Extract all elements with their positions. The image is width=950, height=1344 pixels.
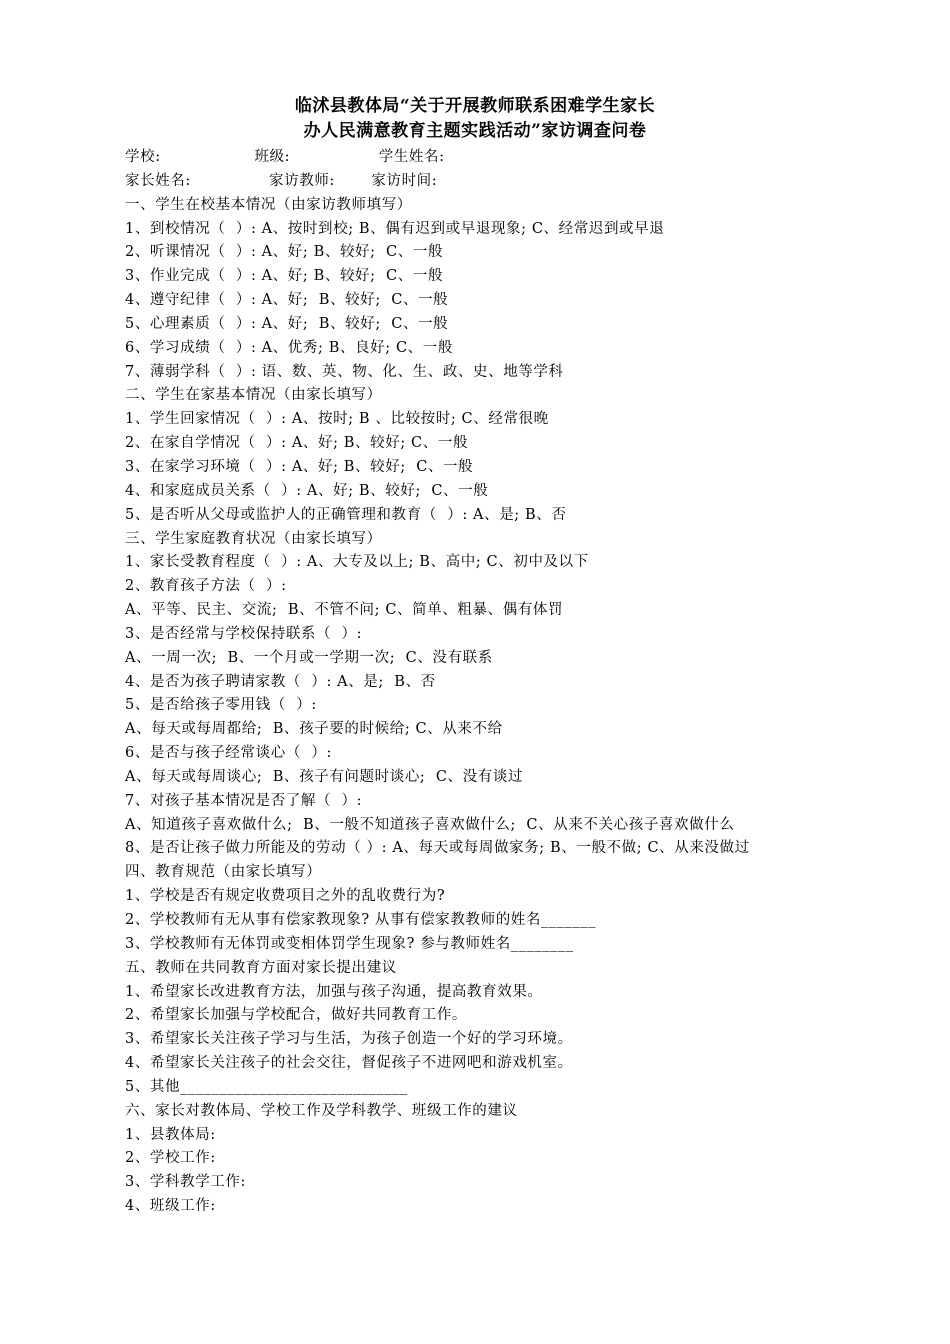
questionnaire-line: 3、学科教学工作: bbox=[125, 1174, 247, 1191]
questionnaire-line: 4、是否为孩子聘请家教（ ）: A、是; B、否 bbox=[125, 673, 436, 690]
questionnaire-line: A、平等、民主、交流; B、不管不问; C、简单、粗暴、偶有体罚 bbox=[125, 602, 564, 619]
questionnaire-line: 7、薄弱学科（ ）: 语、数、英、物、化、生、政、史、地等学科 bbox=[125, 363, 564, 380]
questionnaire-line: 学校: 班级: 学生姓名: bbox=[125, 149, 445, 165]
questionnaire-line: A、每天或每周都给; B、孩子要的时候给; C、从来不给 bbox=[125, 721, 503, 738]
questionnaire-line: 1、学校是否有规定收费项目之外的乱收费行为? bbox=[125, 888, 446, 905]
questionnaire-line: 7、对孩子基本情况是否了解（ ）: bbox=[125, 792, 363, 809]
questionnaire-line: 4、和家庭成员关系（ ）: A、好; B、较好; C、一般 bbox=[125, 482, 489, 499]
questionnaire-line: 4、希望家长关注孩子的社会交往，督促孩子不进网吧和游戏机室。 bbox=[125, 1055, 573, 1072]
questionnaire-line: 四、教育规范（由家长填写） bbox=[125, 864, 322, 881]
questionnaire-line: 3、学校教师有无体罚或变相体罚学生现象? 参与教师姓名________ bbox=[125, 935, 574, 952]
questionnaire-line: 5、其他_____________________________ bbox=[125, 1078, 408, 1095]
questionnaire-line: 2、听课情况（ ）: A、好; B、较好; C、一般 bbox=[125, 244, 444, 261]
questionnaire-line: 6、是否与孩子经常谈心（ ）: bbox=[125, 745, 332, 762]
questionnaire-line: 二、学生在家基本情况（由家长填写） bbox=[125, 387, 382, 404]
questionnaire-line: A、知道孩子喜欢做什么; B、一般不知道孩子喜欢做什么; C、从来不关心孩子喜欢做什么 bbox=[125, 816, 735, 833]
questionnaire-line: 三、学生家庭教育状况（由家长填写） bbox=[125, 530, 382, 547]
questionnaire-line: 一、学生在校基本情况（由家访教师填写） bbox=[125, 196, 412, 213]
questionnaire-body bbox=[125, 146, 885, 1219]
questionnaire-line: 4、遵守纪律（ ）: A、好; B、较好; C、一般 bbox=[125, 292, 449, 309]
questionnaire-line: 1、县教体局: bbox=[125, 1126, 216, 1143]
questionnaire-line: 2、希望家长加强与学校配合，做好共同教育工作。 bbox=[125, 1007, 468, 1024]
questionnaire-line: 6、学习成绩（ ）: A、优秀; B、良好; C、一般 bbox=[125, 339, 453, 356]
questionnaire-line: 3、在家学习环境（ ）: A、好; B、较好; C、一般 bbox=[125, 458, 474, 475]
questionnaire-line: 8、是否让孩子做力所能及的劳动（ ）: A、每天或每周做家务; B、一般不做; C、从来没做过 bbox=[125, 840, 750, 857]
document-title-line-1: 临沭县教体局“关于开展教师联系困难学生家长 bbox=[294, 96, 656, 116]
questionnaire-line: 家长姓名: 家访教师: 家访时间: bbox=[125, 172, 438, 189]
questionnaire-line: 5、是否听从父母或监护人的正确管理和教育（ ）: A、是; B、否 bbox=[125, 506, 567, 523]
questionnaire-line: A、一周一次; B、一个月或一学期一次; C、没有联系 bbox=[125, 649, 493, 666]
questionnaire-line: 4、班级工作: bbox=[125, 1198, 216, 1215]
questionnaire-line: 5、是否给孩子零用钱（ ）: bbox=[125, 697, 317, 714]
questionnaire-line: 1、到校情况（ ）: A、按时到校; B、偶有迟到或早退现象; C、经常迟到或早退 bbox=[125, 220, 665, 237]
questionnaire-line: 2、教育孩子方法（ ）: bbox=[125, 578, 287, 595]
questionnaire-line: 3、是否经常与学校保持联系（ ）: bbox=[125, 625, 363, 642]
questionnaire-line: 3、作业完成（ ）: A、好; B、较好; C、一般 bbox=[125, 268, 444, 285]
questionnaire-line: 1、家长受教育程度（ ）: A、大专及以上; B、高中; C、初中及以下 bbox=[125, 554, 589, 571]
questionnaire-line: 2、学校教师有无从事有偿家教现象? 从事有偿家教教师的姓名_______ bbox=[125, 912, 596, 928]
questionnaire-line: 5、心理素质（ ）: A、好; B、较好; C、一般 bbox=[125, 315, 449, 332]
questionnaire-line: A、每天或每周谈心; B、孩子有问题时谈心; C、没有谈过 bbox=[125, 768, 524, 785]
questionnaire-line: 3、希望家长关注孩子学习与生活，为孩子创造一个好的学习环境。 bbox=[125, 1031, 573, 1048]
questionnaire-line: 五、教师在共同教育方面对家长提出建议 bbox=[125, 959, 397, 976]
document-title-line-2: 办人民满意教育主题实践活动”家访调查问卷 bbox=[303, 121, 647, 141]
questionnaire-line: 1、学生回家情况（ ）: A、按时; B 、比较按时; C、经常很晚 bbox=[125, 411, 549, 428]
questionnaire-line: 2、学校工作: bbox=[125, 1150, 216, 1167]
questionnaire-line: 2、在家自学情况（ ）: A、好; B、较好; C、一般 bbox=[125, 435, 469, 452]
questionnaire-line: 六、家长对教体局、学校工作及学科教学、班级工作的建议 bbox=[125, 1102, 518, 1119]
questionnaire-line: 1、希望家长改进教育方法，加强与孩子沟通，提高教育效果。 bbox=[125, 983, 543, 1000]
